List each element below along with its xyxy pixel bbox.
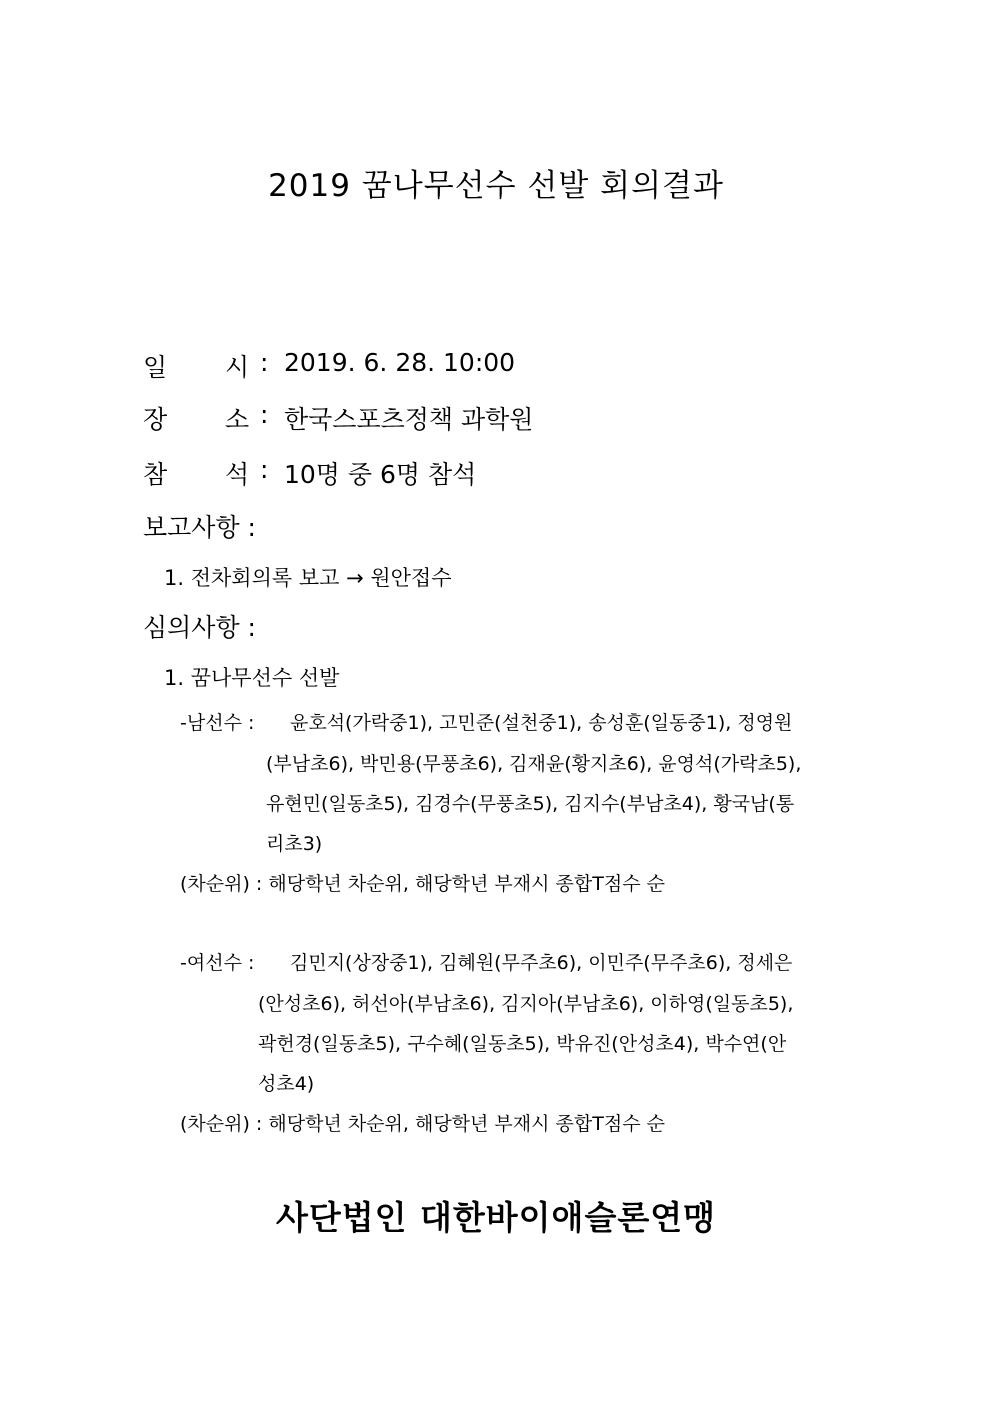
- info-value: 2019. 6. 28. 10:00: [284, 348, 516, 377]
- male-order-note: (차순위) : 해당학년 차순위, 해당학년 부재시 종합T점수 순: [180, 873, 665, 895]
- female-roster-line: (안성초6), 허선아(부남초6), 김지아(부남초6), 이하영(일동초5),: [258, 993, 794, 1015]
- info-colon: :: [260, 348, 269, 377]
- info-label-last: 소: [225, 405, 250, 434]
- info-label-last: 석: [225, 460, 250, 489]
- info-colon: :: [260, 455, 269, 484]
- female-roster-label: -여선수 :: [180, 952, 255, 974]
- info-colon: :: [260, 400, 269, 429]
- male-roster-label: -남선수 :: [180, 712, 255, 734]
- document-title: 2019 꿈나무선수 선발 회의결과: [268, 168, 724, 204]
- male-roster-line: (부남초6), 박민용(무풍초6), 김재윤(황지초6), 윤영석(가락초5),: [266, 753, 802, 775]
- info-label-first: 일: [143, 353, 168, 382]
- female-roster-line: 곽헌경(일동초5), 구수혜(일동초5), 박유진(안성초4), 박수연(안: [258, 1033, 787, 1055]
- deliberation-item: 1. 꿈나무선수 선발: [164, 666, 340, 690]
- info-label-first: 장: [143, 405, 168, 434]
- report-item: 1. 전차회의록 보고 → 원안접수: [164, 566, 452, 590]
- organization-name: 사단법인 대한바이애슬론연맹: [276, 1198, 716, 1237]
- male-roster-line: 리초3): [266, 833, 323, 855]
- deliberation-heading: 심의사항 :: [143, 613, 256, 642]
- male-roster-line: 윤호석(가락중1), 고민준(설천중1), 송성훈(일동중1), 정영원: [290, 712, 793, 734]
- male-roster-line: 유현민(일동초5), 김경수(무풍초5), 김지수(부남초4), 황국남(통: [266, 793, 795, 815]
- info-value: 한국스포츠정책 과학원: [284, 405, 534, 434]
- report-heading: 보고사항 :: [143, 513, 256, 542]
- female-roster-line: 성초4): [258, 1073, 315, 1095]
- female-order-note: (차순위) : 해당학년 차순위, 해당학년 부재시 종합T점수 순: [180, 1113, 665, 1135]
- female-roster-line: 김민지(상장중1), 김혜원(무주초6), 이민주(무주초6), 정세은: [290, 952, 793, 974]
- info-value: 10명 중 6명 참석: [284, 460, 477, 489]
- info-label-first: 참: [143, 460, 168, 489]
- info-label-last: 시: [225, 353, 250, 382]
